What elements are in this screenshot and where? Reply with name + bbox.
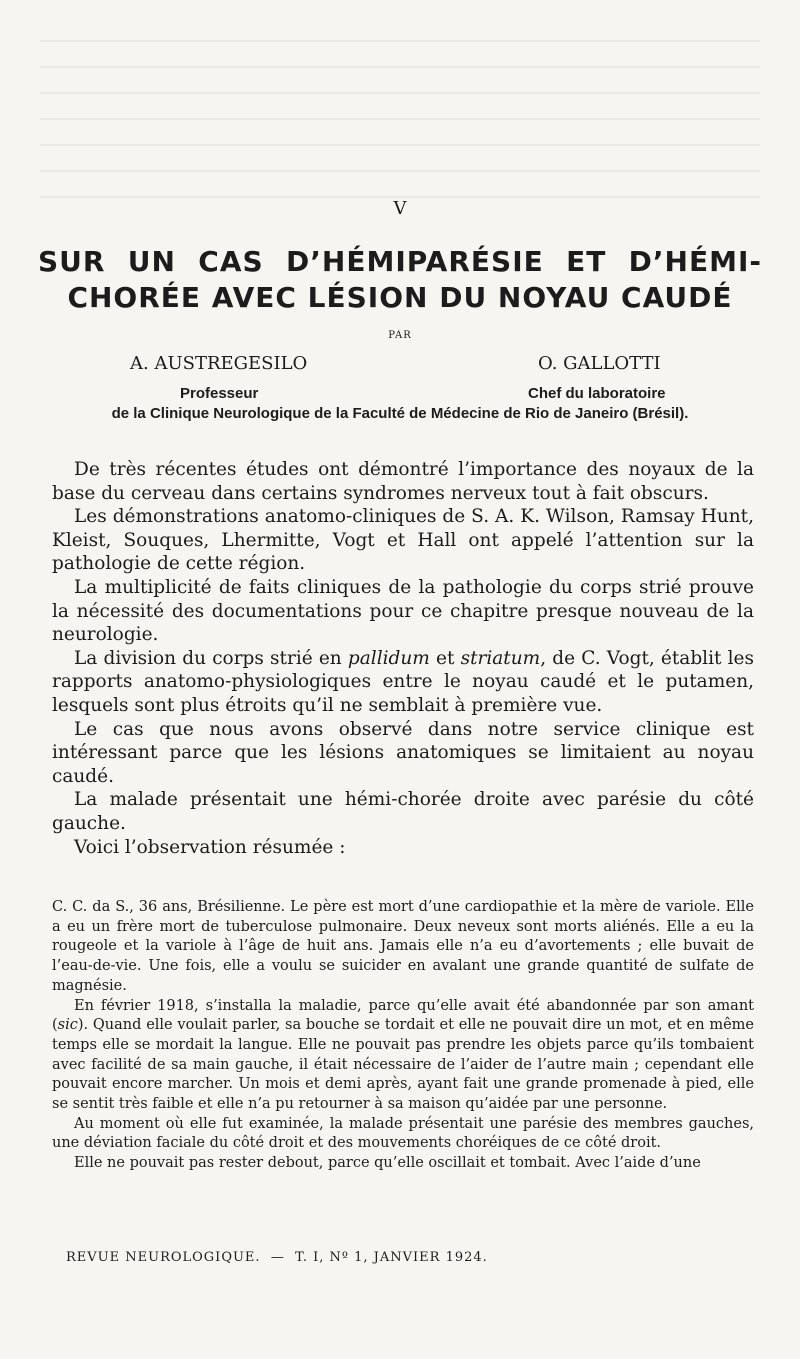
paragraph: La malade présentait une hémi-chorée droite avec parésie du côté gauche. — [52, 789, 754, 834]
text-run: , de C. Vogt, établit les rapports anatomo-physiologiques entre le noyau caudé et le putamen, lesquels sont plus étroits qu’il ne semblait à première vue. — [52, 647, 754, 716]
text-run: La division du corps strié en — [74, 647, 348, 669]
author-a-role: Professeur — [180, 385, 259, 402]
byline-par: PAR — [388, 330, 412, 341]
title-line-2: CHORÉE AVEC LÉSION DU NOYAU CAUDÉ — [67, 281, 733, 314]
author-austregesilo: A. AUSTREGESILO — [130, 353, 308, 374]
author-b-role: Chef du laboratoire — [528, 385, 666, 402]
affiliation: de la Clinique Neurologique de la Faculté de Médecine de Rio de Janeiro (Brésil). — [111, 405, 689, 422]
italic-term: striatum — [460, 647, 541, 669]
article-title — [38, 244, 762, 316]
case-report — [52, 898, 754, 1174]
text-run: ). Quand elle voulait parler, sa bouche se tordait et elle ne pouvait dire un mot, et en même temps elle se mordait la langue. Elle ne pouvait pas prendre les objets parce qu’ils tombaient avec facilité de sa main gauche, il était nécessaire de l’aider de l’autre main ; cependant elle pouvait encore marcher. Un mois et demi après, ayant fait une grande promenade à pied, elle se sentit très faible et elle n’a pu retourner à sa maison qu’aidée par une personne. — [52, 1017, 754, 1113]
paragraph: Voici l’observation résumée : — [74, 836, 346, 858]
paragraph: La multiplicité de faits cliniques de la pathologie du corps strié prouve la nécessité des documentations pour ce chapitre presque nouveau de la neurologie. — [52, 576, 754, 646]
case-paragraph: Au moment où elle fut examinée, la malade présentait une parésie des membres gauches, une déviation faciale du côté droit et des mouvements choréiques de ce côté droit. — [52, 1115, 754, 1152]
journal-footer: REVUE NEUROLOGIQUE. — T. I, Nº 1, JANVIER 1924. — [66, 1250, 488, 1265]
case-paragraph: C. C. da S., 36 ans, Brésilienne. Le père est mort d’une cardiopathie et la mère de variole. Elle a eu un frère mort de tuberculose pulmonaire. Deux neveux sont morts aliénés. Elle a eu la rougeole et la variole à l’âge de huit ans. Jamais elle n’a eu d’avortements ; elle buvait de l’eau-de-vie. Une fois, elle a voulu se suicider en avalant une grande quantité de sulfate de magnésie. — [52, 899, 754, 994]
text-run: et — [429, 647, 461, 669]
case-paragraph — [52, 997, 754, 1115]
section-number: V — [393, 198, 407, 219]
italic-term: sic — [57, 1017, 78, 1034]
author-gallotti: O. GALLOTTI — [538, 353, 661, 374]
case-paragraph: Elle ne pouvait pas rester debout, parce qu’elle oscillait et tombait. Avec l’aide d’une — [74, 1155, 701, 1172]
italic-term: pallidum — [347, 647, 430, 669]
article-body — [52, 458, 754, 859]
bleed-through-shadow — [40, 40, 760, 210]
paragraph: Les démonstrations anatomo-cliniques de S. A. K. Wilson, Ramsay Hunt, Kleist, Souques, Lhermitte, Vogt et Hall ont appelé l’attention sur la pathologie de cette région. — [52, 506, 754, 575]
title-line-1: SUR UN CAS D’HÉMIPARÉSIE ET D’HÉMI- — [38, 245, 762, 278]
paragraph — [52, 647, 754, 718]
paragraph: De très récentes études ont démontré l’importance des noyaux de la base du cerveau dans certains syndromes nerveux tout à fait obscurs. — [52, 459, 754, 504]
paragraph: Le cas que nous avons observé dans notre service clinique est intéressant parce que les lésions anatomiques se limitaient au noyau caudé. — [52, 718, 754, 787]
text-run: En février 1918, s’installa la maladie, parce qu’elle avait été abandonnée par son amant ( — [52, 997, 754, 1034]
